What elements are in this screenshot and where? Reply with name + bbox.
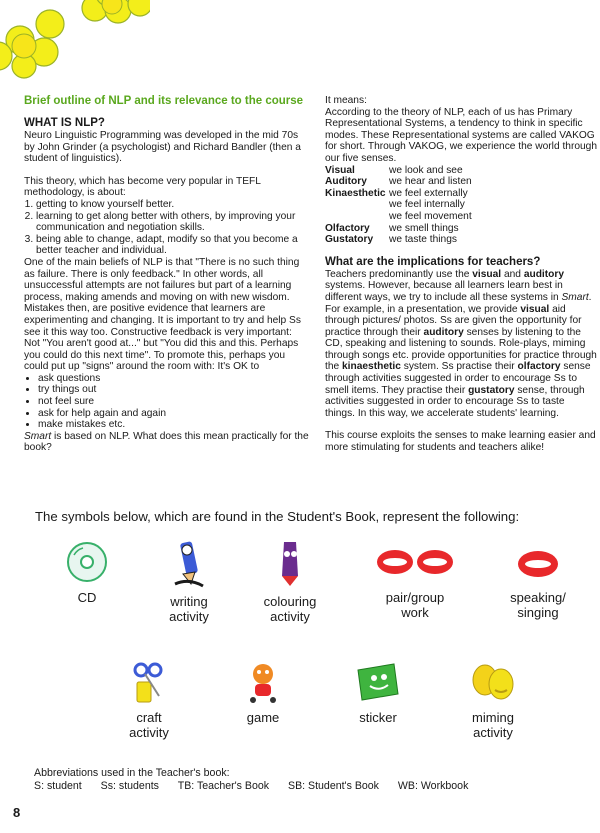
smart-text: is based on NLP. What does this mean practically for the book? bbox=[24, 430, 309, 454]
sense-term: Visual bbox=[325, 164, 355, 176]
symbol-label: miming bbox=[472, 710, 514, 725]
text-run: system. Ss practise their bbox=[400, 361, 518, 373]
intro-paragraph: Neuro Linguistic Programming was developed in the mid 70s by John Grinder (a psychologist) and Richard Bandler (then a student of linguistics). bbox=[24, 130, 301, 165]
closing-paragraph: This course exploits the senses to make learning easier and more stimulating for students and teachers alike! bbox=[325, 430, 596, 454]
symbol-label: activity bbox=[129, 725, 169, 740]
left-column bbox=[24, 95, 309, 454]
sense-term: Auditory bbox=[325, 176, 367, 188]
crayon-icon bbox=[268, 540, 312, 588]
symbol-label: singing bbox=[517, 605, 559, 620]
text-run: Teachers predominantly use the bbox=[325, 268, 473, 280]
list-item: • ask for help again and again bbox=[38, 408, 309, 420]
list-item: 1. getting to know yourself better. bbox=[36, 199, 309, 211]
text-run: senses by listening to the CD, speaking and listening to sounds. Role-plays, miming through songs etc. provide opportunities for practice through the bbox=[325, 326, 597, 373]
symbol-label: sticker bbox=[359, 710, 397, 725]
symbol-label: CD bbox=[77, 590, 97, 605]
cd-icon bbox=[65, 540, 109, 584]
text-run: aid through pictures/ photos. Ss are given the opportunity for practice through their bbox=[325, 303, 582, 338]
sense-desc: we taste things bbox=[389, 234, 457, 246]
theory-paragraph: This theory, which has become very popular in TEFL methodology, is about: bbox=[24, 175, 261, 199]
sense-term: Kinaesthetic bbox=[325, 187, 386, 199]
smart-title: Smart bbox=[24, 430, 52, 442]
sense-desc: we feel internally bbox=[389, 199, 465, 211]
symbol-speaking bbox=[478, 540, 598, 620]
sense-term bbox=[325, 199, 389, 211]
section-title: Brief outline of NLP and its relevance to the course bbox=[24, 95, 304, 107]
beliefs-paragraph: One of the main beliefs of NLP is that "There is no such thing as failure. There is only feedback." In other words, all unsuccessful attempts are not failures but part of a learning process, making amends and moving on with new wisdom. Mistakes then, are positive evidence that learners are experimenting and changing. It is important to try and help Ss see it this way too. Constructive feedback is very important: Not "You aren't good at..." but "You did this and this. Perhaps you could do this next time". To promote this, perhaps you could put up "signs" around the room with: It's OK to bbox=[24, 256, 301, 373]
list-item: • make mistakes etc. bbox=[38, 419, 309, 431]
flower-decoration bbox=[0, 0, 150, 80]
according-paragraph: According to the theory of NLP, each of us has Primary Representational Systems, a tendency to think in specific modes. These Representational systems are called VAKOG for short. Through VAKOG, we experience the world through our five senses. bbox=[325, 106, 597, 164]
list-item: • not feel sure bbox=[38, 396, 309, 408]
abbreviation: WB: Workbook bbox=[397, 780, 469, 792]
implications-heading: What are the implications for teachers? bbox=[325, 255, 541, 268]
drama-masks-icon bbox=[469, 660, 517, 704]
emphasis-term: visual bbox=[472, 268, 502, 280]
abbreviations bbox=[34, 767, 484, 793]
symbol-craft bbox=[89, 660, 209, 740]
text-run: and bbox=[501, 268, 524, 280]
emphasis-term: olfactory bbox=[517, 361, 561, 373]
sense-term: Olfactory bbox=[325, 222, 370, 234]
text-run: sense through activities suggested in order to encourage Ss to smell items. They practise their bbox=[325, 361, 591, 396]
symbol-label: craft bbox=[136, 710, 162, 725]
list-item: • try things out bbox=[38, 384, 309, 396]
text-run: systems. However, because all learners learn best in different ways, we try to include all these systems in bbox=[325, 280, 563, 303]
sense-desc: we smell things bbox=[389, 222, 459, 234]
it-means: It means: bbox=[325, 95, 367, 106]
abbreviation: SB: Student's Book bbox=[288, 780, 379, 792]
abbreviations-heading: Abbreviations used in the Teacher's book: bbox=[34, 767, 230, 779]
symbol-game bbox=[203, 660, 323, 725]
emphasis-term: auditory bbox=[523, 268, 565, 280]
ok-list bbox=[24, 373, 309, 431]
implications-paragraph bbox=[325, 269, 597, 420]
scissors-glue-icon bbox=[127, 660, 171, 704]
sense-desc: we feel externally bbox=[389, 187, 468, 199]
symbol-label: work bbox=[401, 605, 429, 620]
symbol-label: writing bbox=[170, 594, 208, 609]
symbol-label: activity bbox=[473, 725, 513, 740]
symbol-sticker bbox=[318, 660, 438, 725]
smart-paragraph bbox=[24, 431, 309, 454]
abbreviation: Ss: students bbox=[100, 780, 159, 792]
two-mouths-icon bbox=[375, 540, 455, 584]
list-item: 3. being able to change, adapt, modify so that you become a better teacher and individual. bbox=[36, 234, 309, 257]
symbols-intro: The symbols below, which are found in the Student's Book, represent the following: bbox=[35, 509, 520, 524]
sense-desc: we hear and listen bbox=[389, 176, 472, 188]
smart-title: Smart bbox=[561, 291, 589, 303]
emphasis-term: auditory bbox=[423, 326, 464, 338]
about-list bbox=[24, 199, 309, 257]
symbol-label: activity bbox=[270, 609, 310, 624]
symbol-pair-group bbox=[355, 540, 475, 620]
sense-desc: we look and see bbox=[389, 164, 463, 176]
what-is-nlp-heading: WHAT IS NLP? bbox=[24, 117, 105, 129]
senses-table bbox=[325, 165, 597, 246]
symbol-label: colouring bbox=[263, 594, 317, 609]
abbreviation: TB: Teacher's Book bbox=[177, 780, 270, 792]
sense-term bbox=[325, 211, 389, 223]
abbreviation: S: student bbox=[34, 780, 82, 792]
symbol-colouring bbox=[230, 540, 350, 624]
list-item: • ask questions bbox=[38, 373, 309, 385]
abbreviations-list bbox=[34, 780, 484, 793]
emphasis-term: visual bbox=[520, 303, 550, 315]
mouth-icon bbox=[516, 540, 560, 584]
sense-term: Gustatory bbox=[325, 234, 374, 246]
text-run: . For example, in a presentation, we provide bbox=[325, 291, 592, 315]
symbol-label: game bbox=[246, 710, 280, 725]
list-item: 2. learning to get along better with others, by improving your communication and negotiation skills. bbox=[36, 211, 309, 234]
symbol-miming bbox=[433, 660, 553, 740]
symbol-label: pair/group bbox=[385, 590, 445, 605]
right-column bbox=[325, 95, 597, 454]
game-character-icon bbox=[241, 660, 285, 704]
text-run: sense, through activities suggested in order to encourage Ss to taste things. In this way, we accelerate students' learning. bbox=[325, 384, 585, 419]
symbol-label: activity bbox=[169, 609, 209, 624]
sense-desc: we feel movement bbox=[389, 210, 472, 222]
symbol-label: speaking/ bbox=[510, 590, 566, 605]
emphasis-term: kinaesthetic bbox=[342, 361, 401, 373]
sticker-icon bbox=[354, 660, 402, 704]
emphasis-term: gustatory bbox=[468, 384, 515, 396]
page-number: 8 bbox=[13, 805, 21, 820]
writing-pencil-icon bbox=[167, 540, 211, 588]
